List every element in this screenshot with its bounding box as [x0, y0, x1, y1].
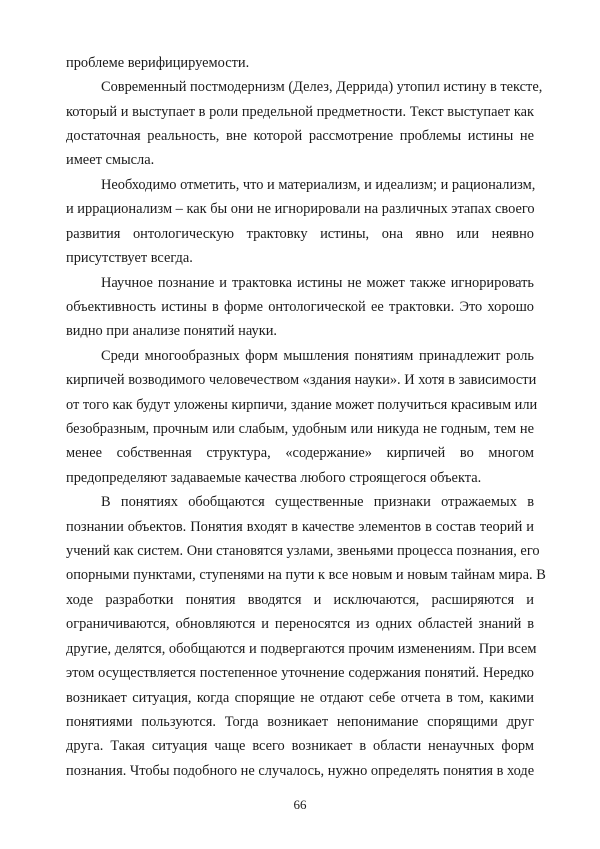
text-line: познании объектов. Понятия входят в качестве элементов в состав теорий и [66, 519, 534, 535]
text-line: проблеме верифицируемости. [66, 55, 250, 71]
text-line: другие, делятся, обобщаются и подвергаются прочим изменениям. При всем [66, 641, 537, 657]
text-line: этом осуществляется постепенное уточнение содержания понятий. Нередко [66, 665, 534, 681]
text-line: понятиями пользуются. Тогда возникает непонимание спорящими друг [66, 714, 534, 730]
text-line: видно при анализе понятий науки. [66, 323, 278, 339]
text-line: имеет смысла. [66, 152, 155, 168]
text-line: безобразным, прочным или слабым, удобным или никуда не годным, тем не [66, 421, 534, 437]
text-line: Среди многообразных форм мышления понятиям принадлежит роль [101, 348, 534, 364]
text-line: Современный постмодернизм (Делез, Деррида) утопил истину в тексте, [101, 79, 543, 95]
text-line: опорными пунктами, ступенями на пути к все новым и новым тайнам мира. В [66, 567, 546, 583]
text-line: который и выступает в роли предельной предметности. Текст выступает как [66, 104, 534, 120]
text-line: ходе разработки понятия вводятся и исключаются, расширяются и [66, 592, 534, 608]
text-line: Необходимо отметить, что и материализм, и идеализм; и рационализм, [101, 177, 536, 193]
page-number: 66 [293, 797, 307, 812]
text-line: возникает ситуация, когда спорящие не отдают себе отчета в том, какими [66, 690, 534, 706]
text-line: кирпичей возводимого человечеством «здания науки». И хотя в зависимости [66, 372, 537, 388]
text-line: менее собственная структура, «содержание» кирпичей во многом [66, 445, 534, 461]
text-line: учений как систем. Они становятся узлами, звеньями процесса познания, его [66, 543, 540, 559]
text-line: предопределяют задаваемые качества любого строящегося объекта. [66, 470, 482, 486]
text-line: познания. Чтобы подобного не случалось, нужно определять понятия в ходе [66, 763, 535, 779]
text-line: присутствует всегда. [66, 250, 193, 266]
text-line: достаточная реальность, вне которой рассмотрение проблемы истины не [66, 128, 534, 144]
text-line: развития онтологическую трактовку истины, она явно или неявно [66, 226, 534, 242]
text-line: Научное познание и трактовка истины не может также игнорировать [101, 275, 534, 291]
text-line: и иррационализм – как бы они не игнорировали на различных этапах своего [66, 201, 535, 217]
text-line: В понятиях обобщаются существенные признаки отражаемых в [101, 494, 534, 510]
text-line: от того как будут уложены кирпичи, здание может получиться красивым или [66, 397, 538, 413]
text-line: ограничиваются, обновляются и переносятся из одних областей знаний в [66, 616, 534, 632]
text-line: друга. Такая ситуация чаще всего возникает в области ненаучных форм [66, 738, 534, 754]
text-line: объективность истины в форме онтологической ее трактовки. Это хорошо [66, 299, 534, 315]
